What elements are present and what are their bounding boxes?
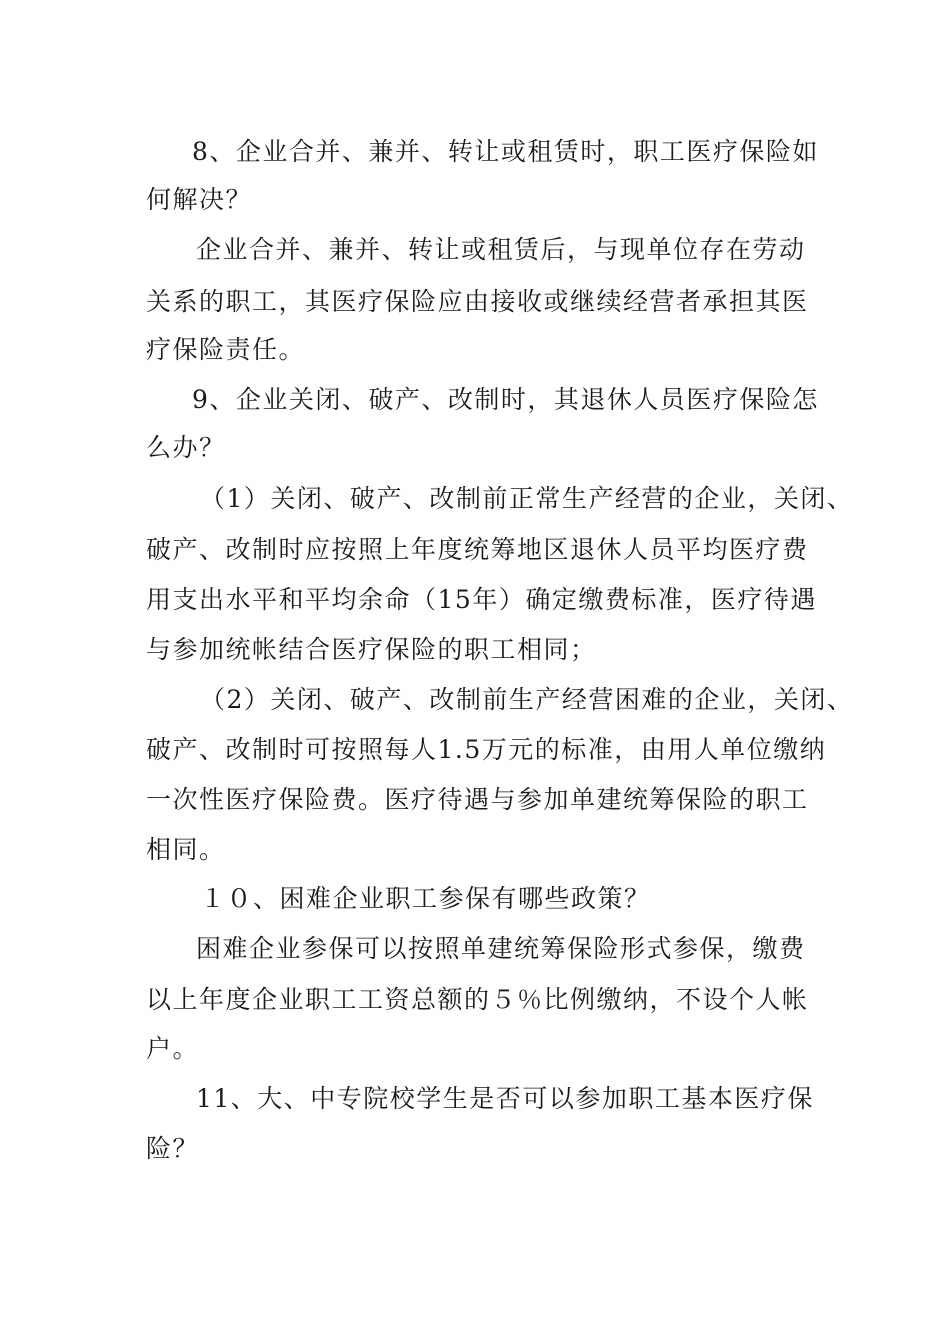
q9-title-line-1: 9、企业关闭、破产、改制时，其退休人员医疗保险怎 [192, 385, 819, 414]
a9-item1-line-4: 与参加统帐结合医疗保险的职工相同； [146, 635, 597, 664]
a8-line-3: 疗保险责任。 [146, 335, 306, 364]
a8-line-2: 关系的职工，其医疗保险应由接收或继续经营者承担其医 [146, 287, 809, 316]
a8-line-1: 企业合并、兼并、转让或租赁后，与现单位存在劳动 [196, 235, 806, 264]
q9-title-line-2: 么办？ [146, 433, 226, 462]
a9-item2-line-4: 相同。 [146, 835, 226, 864]
a10-line-2: 以上年度企业职工工资总额的５％比例缴纳，不设个人帐 [146, 985, 809, 1014]
q11-title-line-2: 险？ [146, 1134, 200, 1163]
a9-item1-line-3: 用支出水平和平均余命（15年）确定缴费标准，医疗待遇 [146, 585, 817, 614]
a9-item2-line-2: 破产、改制时可按照每人1.5万元的标准，由用人单位缴纳 [146, 735, 827, 764]
a10-line-1: 困难企业参保可以按照单建统筹保险形式参保，缴费 [196, 934, 806, 963]
q11-title-line-1: 11、大、中专院校学生是否可以参加职工基本医疗保 [196, 1084, 814, 1113]
a9-item1-line-2: 破产、改制时应按照上年度统筹地区退休人员平均医疗费 [146, 535, 809, 564]
q8-title-line-2: 何解决？ [146, 185, 253, 214]
q10-title: １０、困难企业职工参保有哪些政策？ [200, 884, 651, 913]
a9-item2-line-1: （2）关闭、破产、改制前生产经营困难的企业，关闭、 [200, 685, 854, 714]
a10-line-3: 户。 [146, 1034, 200, 1063]
a9-item1-line-1: （1）关闭、破产、改制前正常生产经营的企业，关闭、 [200, 484, 854, 513]
a9-item2-line-3: 一次性医疗保险费。医疗待遇与参加单建统筹保险的职工 [146, 785, 809, 814]
q8-title-line-1: 8、企业合并、兼并、转让或租赁时，职工医疗保险如 [192, 137, 819, 166]
